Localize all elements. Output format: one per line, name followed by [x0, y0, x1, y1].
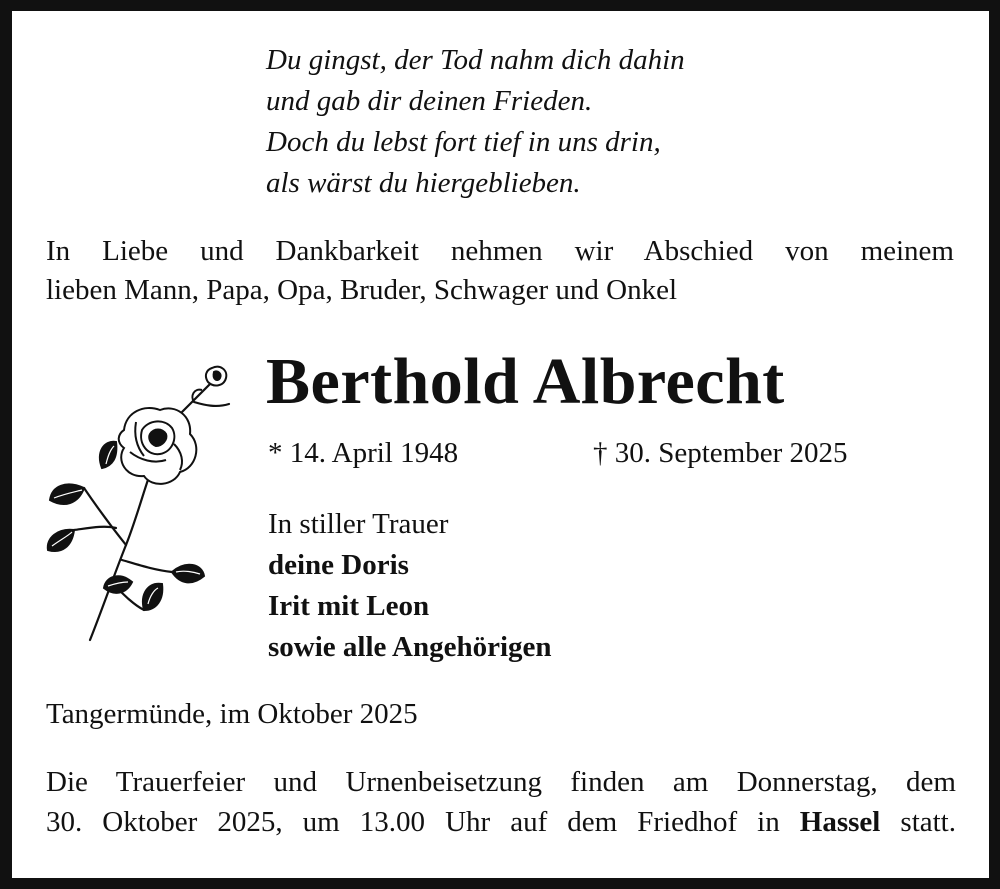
- place-and-date: Tangermünde, im Oktober 2025: [46, 698, 418, 730]
- intro-line: lieben Mann, Papa, Opa, Bruder, Schwager und Onkel: [46, 274, 678, 306]
- ceremony-text: statt.: [900, 806, 956, 838]
- ceremony-line: [46, 802, 956, 842]
- deceased-name: Berthold Albrecht: [266, 345, 785, 418]
- ceremony-location: Hassel: [799, 806, 881, 838]
- poem-line: und gab dir deinen Frieden.: [266, 85, 593, 117]
- death-date: † 30. September 2025: [593, 437, 848, 469]
- mourner-name: sowie alle Angehörigen: [268, 631, 552, 663]
- farewell-intro: [46, 232, 954, 310]
- mourner-name: Irit mit Leon: [268, 590, 430, 622]
- rose-icon: [44, 360, 244, 645]
- birth-date: * 14. April 1948: [268, 437, 459, 469]
- mourners-block: [268, 504, 552, 668]
- ceremony-line: Die Trauerfeier und Urnenbeisetzung finden am Donnerstag, dem: [46, 766, 956, 798]
- poem-line: Du gingst, der Tod nahm dich dahin: [266, 44, 685, 76]
- ceremony-info: [46, 762, 956, 842]
- poem-line: Doch du lebst fort tief in uns drin,: [266, 126, 661, 158]
- mourners-heading: In stiller Trauer: [268, 508, 449, 540]
- ceremony-text: 30. Oktober 2025, um 13.00 Uhr auf dem Friedhof in: [46, 806, 780, 838]
- poem-line: als wärst du hiergeblieben.: [266, 167, 581, 199]
- intro-line: In Liebe und Dankbarkeit nehmen wir Abschied von meinem: [46, 235, 954, 267]
- memorial-poem: [266, 40, 685, 204]
- mourner-name: deine Doris: [268, 549, 409, 581]
